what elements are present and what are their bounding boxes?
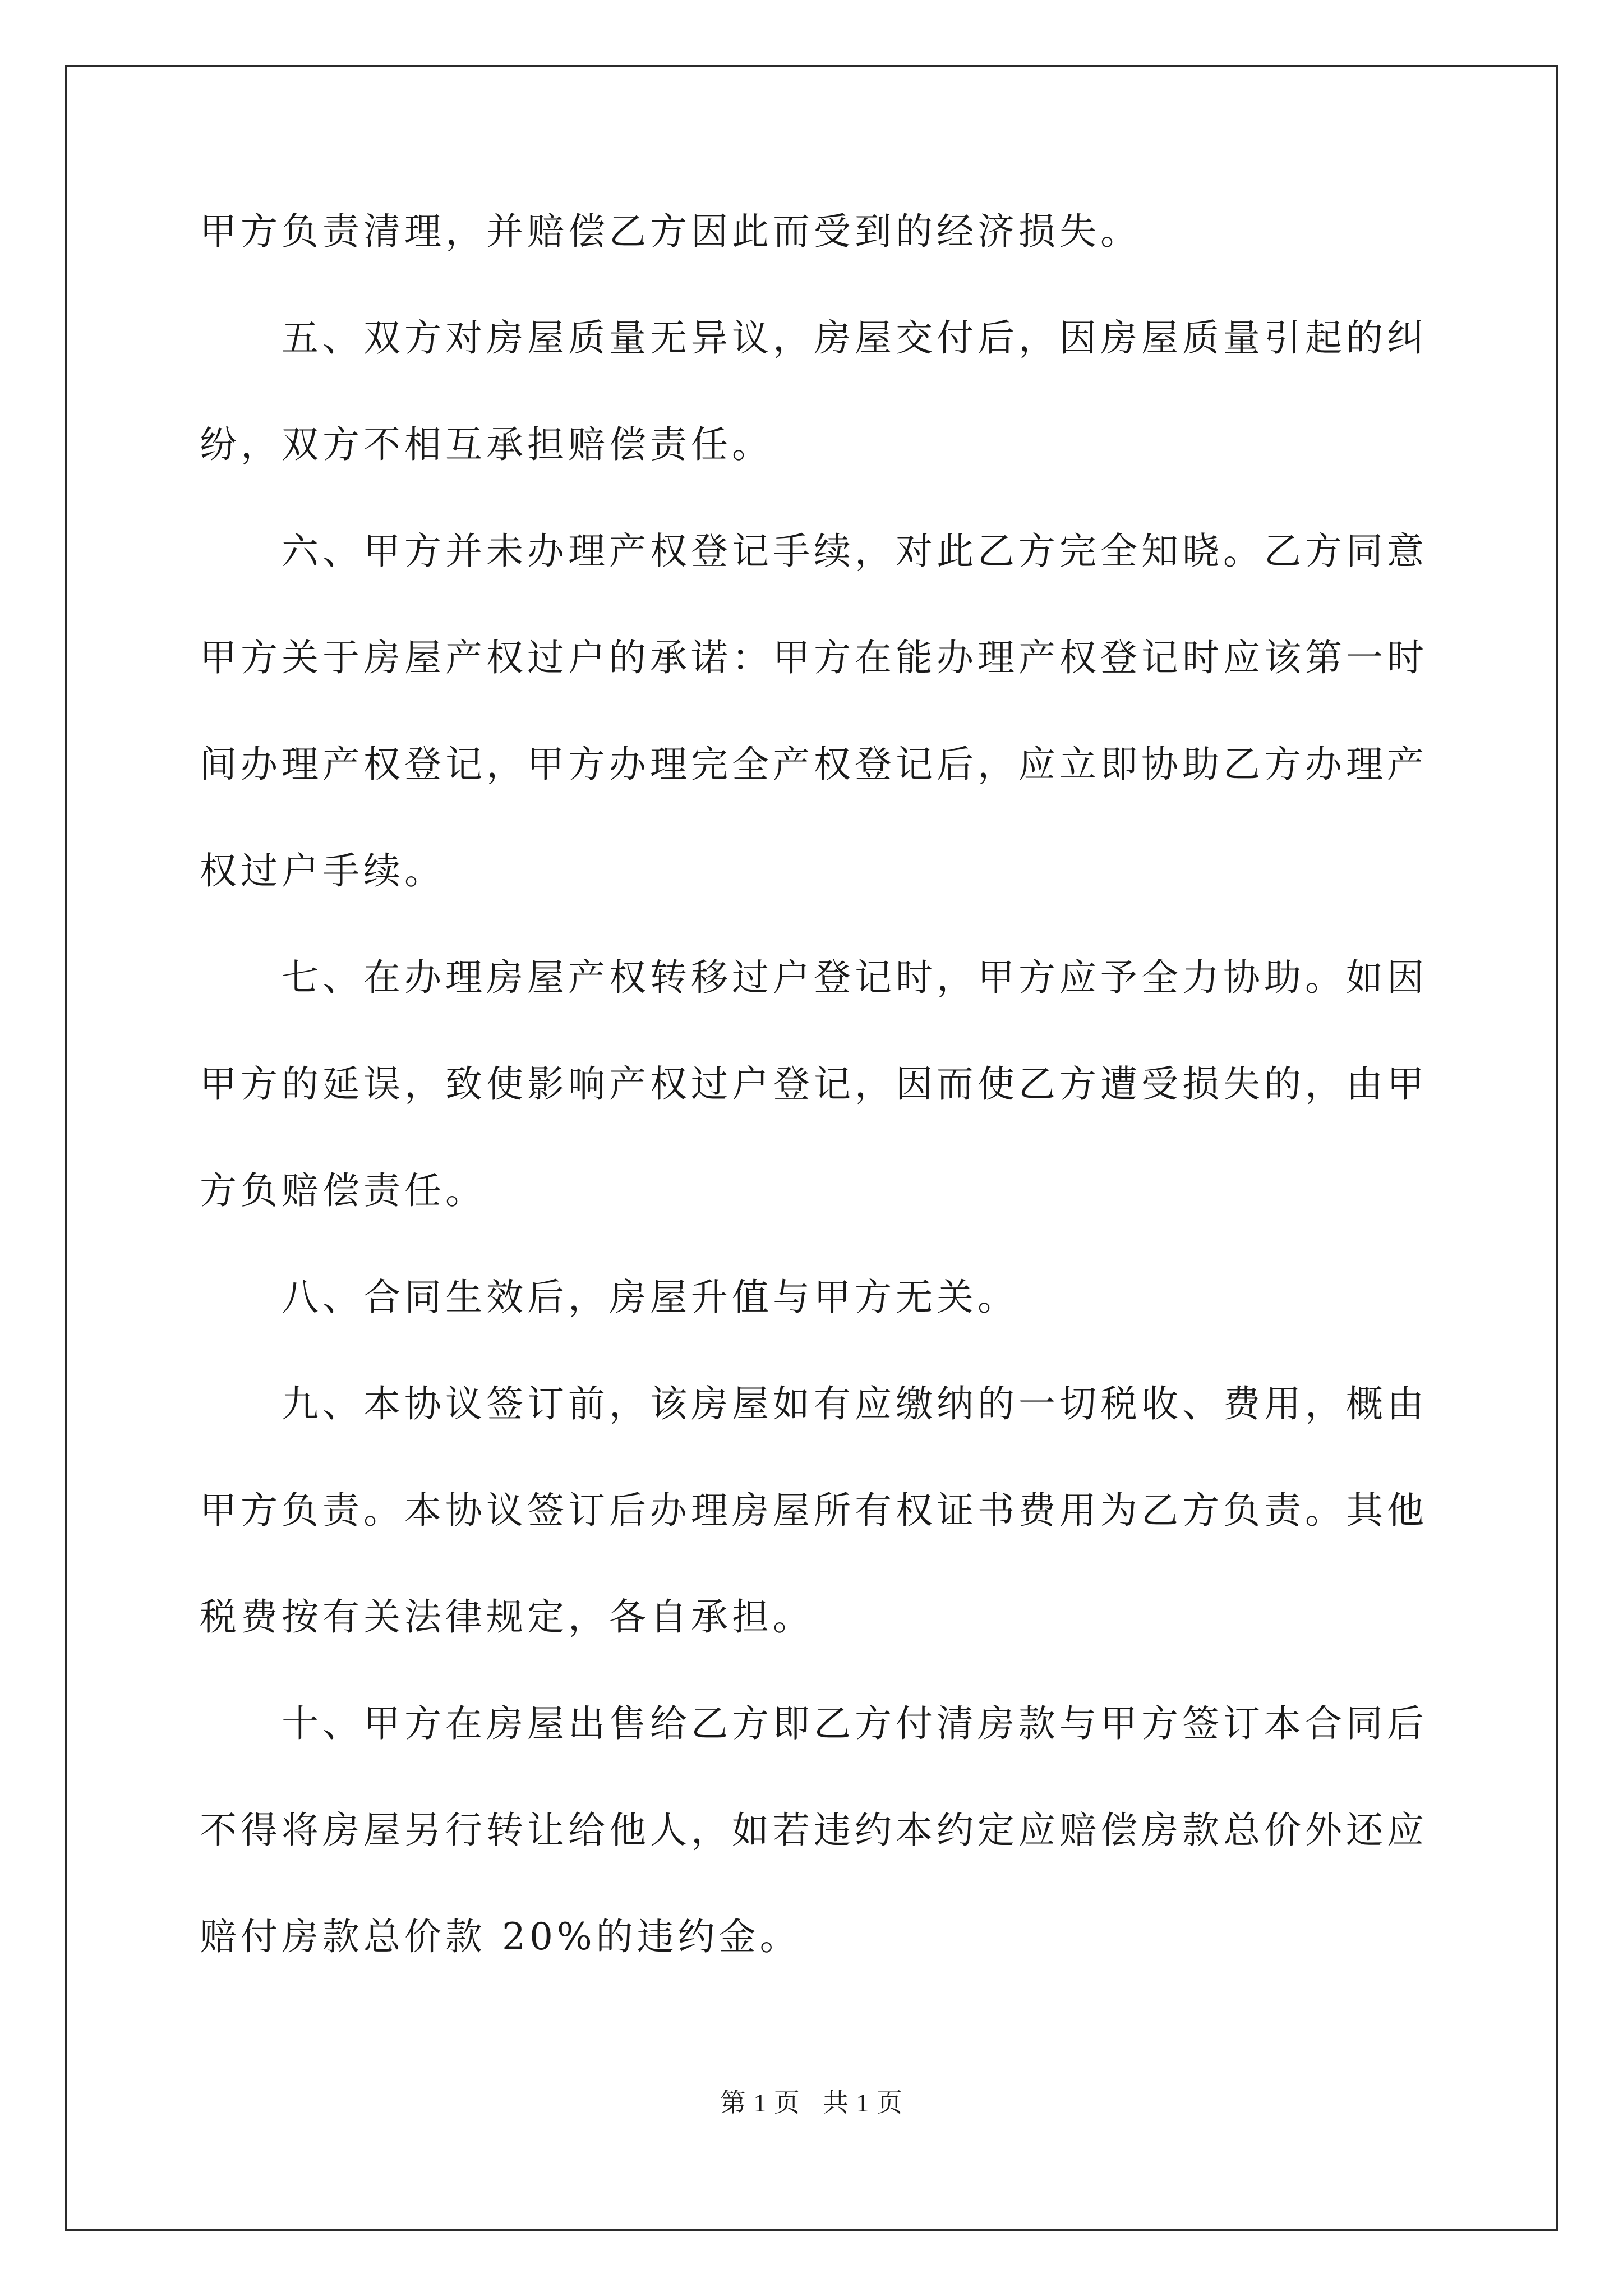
text-line: 纷，双方不相互承担赔偿责任。: [200, 423, 773, 466]
text-line: 甲方负责。本协议签订后办理房屋所有权证书费用为乙方负责。其他: [200, 1489, 1428, 1532]
text-line: 不得将房屋另行转让给他人，如若违约本约定应赔偿房款总价外还应: [200, 1809, 1428, 1852]
page-footer: [0, 2082, 1623, 2119]
text-line: 方负赔偿责任。: [200, 1169, 486, 1212]
text-line: 权过户手续。: [200, 849, 445, 892]
text-line: 甲方负责清理，并赔偿乙方因此而受到的经济损失。: [200, 210, 1141, 253]
page-total: 共 1 页: [823, 2088, 903, 2117]
page-border: [65, 65, 1558, 2231]
text-line: 六、甲方并未办理产权登记手续，对此乙方完全知晓。乙方同意: [200, 530, 1428, 573]
text-line: 甲方的延误，致使影响产权过户登记，因而使乙方遭受损失的，由甲: [200, 1062, 1428, 1106]
text-line: 甲方关于房屋产权过户的承诺：甲方在能办理产权登记时应该第一时: [200, 636, 1428, 679]
text-line: 九、本协议签订前，该房屋如有应缴纳的一切税收、费用，概由: [200, 1382, 1428, 1425]
text-line: 十、甲方在房屋出售给乙方即乙方付清房款与甲方签订本合同后: [200, 1702, 1428, 1745]
text-line: 赔付房款总价款 20%的违约金。: [200, 1915, 801, 1958]
text-line: 间办理产权登记，甲方办理完全产权登记后，应立即协助乙方办理产: [200, 743, 1428, 786]
text-line: 七、在办理房屋产权转移过户登记时，甲方应予全力协助。如因: [200, 956, 1428, 999]
text-line: 五、双方对房屋质量无异议，房屋交付后，因房屋质量引起的纠: [200, 316, 1428, 360]
text-line: 税费按有关法律规定，各自承担。: [200, 1595, 814, 1639]
text-line: 八、合同生效后，房屋升值与甲方无关。: [200, 1276, 1018, 1319]
page-number: 第 1 页: [720, 2088, 800, 2117]
